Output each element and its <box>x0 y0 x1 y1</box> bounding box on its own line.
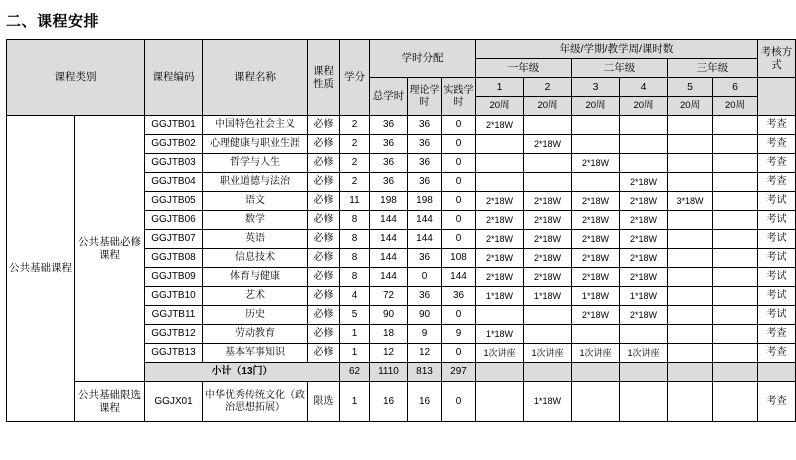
course-practice-hours: 36 <box>442 287 476 306</box>
course-credit: 5 <box>340 306 370 325</box>
course-nature: 必修 <box>308 287 340 306</box>
header-assessment-top: 考核方式 <box>758 40 796 78</box>
course-term-6 <box>713 154 758 173</box>
header-term-5: 5 <box>668 78 713 97</box>
subtotal-term-6 <box>713 363 758 382</box>
course-nature: 必修 <box>308 211 340 230</box>
course-theory-hours: 144 <box>408 211 442 230</box>
course-term-3 <box>572 173 620 192</box>
course-code: GGJTB09 <box>145 268 203 287</box>
course-term-1: 2*18W <box>476 211 524 230</box>
course-total-hours: 36 <box>370 154 408 173</box>
course-total-hours: 36 <box>370 116 408 135</box>
course-theory-hours: 90 <box>408 306 442 325</box>
header-weeks-1: 20周 <box>476 97 524 116</box>
course-name: 中国特色社会主义 <box>203 116 308 135</box>
course-total-hours: 72 <box>370 287 408 306</box>
course-practice-hours: 108 <box>442 249 476 268</box>
course-theory-hours: 9 <box>408 325 442 344</box>
course-credit: 2 <box>340 173 370 192</box>
course-term-4: 2*18W <box>620 268 668 287</box>
course-term-2 <box>524 116 572 135</box>
header-name: 课程名称 <box>203 40 308 116</box>
page-title: 二、课程安排 <box>6 13 100 30</box>
header-theory-hours: 理论学时 <box>408 78 442 116</box>
category-main-cell: 公共基础课程 <box>7 116 75 422</box>
course-theory-hours: 16 <box>408 382 442 422</box>
course-term-2: 2*18W <box>524 211 572 230</box>
course-term-4: 2*18W <box>620 211 668 230</box>
course-total-hours: 198 <box>370 192 408 211</box>
course-name: 语文 <box>203 192 308 211</box>
course-nature: 限选 <box>308 382 340 422</box>
header-code: 课程编码 <box>145 40 203 116</box>
course-credit: 8 <box>340 211 370 230</box>
course-term-3: 2*18W <box>572 306 620 325</box>
header-weeks-2: 20周 <box>524 97 572 116</box>
course-term-5 <box>668 306 713 325</box>
course-name: 基本军事知识 <box>203 344 308 363</box>
course-term-1: 2*18W <box>476 249 524 268</box>
course-term-6 <box>713 325 758 344</box>
course-practice-hours: 0 <box>442 116 476 135</box>
course-term-5 <box>668 344 713 363</box>
course-term-1 <box>476 173 524 192</box>
course-code: GGJTB11 <box>145 306 203 325</box>
course-term-3: 2*18W <box>572 211 620 230</box>
course-term-4 <box>620 154 668 173</box>
course-term-2 <box>524 154 572 173</box>
course-credit: 2 <box>340 154 370 173</box>
course-term-6 <box>713 287 758 306</box>
course-practice-hours: 9 <box>442 325 476 344</box>
course-term-1: 1*18W <box>476 325 524 344</box>
course-term-4 <box>620 325 668 344</box>
course-theory-hours: 36 <box>408 116 442 135</box>
course-name: 劳动教育 <box>203 325 308 344</box>
course-term-6 <box>713 116 758 135</box>
course-code: GGJTB03 <box>145 154 203 173</box>
course-term-3 <box>572 135 620 154</box>
course-assessment: 考查 <box>758 116 796 135</box>
course-code: GGJTB05 <box>145 192 203 211</box>
course-nature: 必修 <box>308 192 340 211</box>
course-term-5 <box>668 154 713 173</box>
course-term-1 <box>476 154 524 173</box>
header-weeks-5: 20周 <box>668 97 713 116</box>
course-code: GGJTB07 <box>145 230 203 249</box>
course-term-4: 2*18W <box>620 192 668 211</box>
course-credit: 1 <box>340 325 370 344</box>
header-grade-3: 三年级 <box>668 59 758 78</box>
section-name-elective: 公共基础限选课程 <box>75 382 145 422</box>
course-total-hours: 36 <box>370 173 408 192</box>
course-nature: 必修 <box>308 306 340 325</box>
course-term-6 <box>713 211 758 230</box>
course-term-5 <box>668 173 713 192</box>
header-hours-group: 学时分配 <box>370 40 476 78</box>
course-nature: 必修 <box>308 116 340 135</box>
course-name: 艺术 <box>203 287 308 306</box>
course-schedule-table <box>6 39 796 422</box>
course-total-hours: 16 <box>370 382 408 422</box>
course-assessment: 考查 <box>758 173 796 192</box>
course-term-3: 2*18W <box>572 230 620 249</box>
course-term-3: 2*18W <box>572 154 620 173</box>
course-code: GGJTB04 <box>145 173 203 192</box>
table-row <box>7 116 796 135</box>
course-name: 信息技术 <box>203 249 308 268</box>
course-code: GGJTB01 <box>145 116 203 135</box>
course-term-4: 2*18W <box>620 306 668 325</box>
course-credit: 2 <box>340 116 370 135</box>
course-practice-hours: 0 <box>442 382 476 422</box>
course-term-2: 2*18W <box>524 268 572 287</box>
course-code: GGJTB13 <box>145 344 203 363</box>
course-term-4 <box>620 382 668 422</box>
header-total-hours: 总学时 <box>370 78 408 116</box>
course-term-3 <box>572 382 620 422</box>
course-name: 数学 <box>203 211 308 230</box>
course-credit: 8 <box>340 230 370 249</box>
course-total-hours: 18 <box>370 325 408 344</box>
subtotal-theory-hours: 813 <box>408 363 442 382</box>
course-practice-hours: 0 <box>442 306 476 325</box>
course-term-4: 1次讲座 <box>620 344 668 363</box>
course-term-1: 1次讲座 <box>476 344 524 363</box>
course-term-1: 2*18W <box>476 268 524 287</box>
course-term-6 <box>713 306 758 325</box>
header-term-1: 1 <box>476 78 524 97</box>
header-assessment-bottom <box>758 78 796 116</box>
course-credit: 11 <box>340 192 370 211</box>
course-term-1: 2*18W <box>476 230 524 249</box>
subtotal-credit: 62 <box>340 363 370 382</box>
course-term-5 <box>668 230 713 249</box>
course-assessment: 考试 <box>758 287 796 306</box>
course-term-4 <box>620 135 668 154</box>
course-term-1 <box>476 382 524 422</box>
course-term-5 <box>668 325 713 344</box>
subtotal-total-hours: 1110 <box>370 363 408 382</box>
course-term-5: 3*18W <box>668 192 713 211</box>
header-grade-1: 一年级 <box>476 59 572 78</box>
course-practice-hours: 144 <box>442 268 476 287</box>
course-code: GGJTB10 <box>145 287 203 306</box>
course-term-6 <box>713 173 758 192</box>
course-term-3: 2*18W <box>572 268 620 287</box>
course-credit: 4 <box>340 287 370 306</box>
course-term-4: 2*18W <box>620 249 668 268</box>
course-term-1 <box>476 306 524 325</box>
course-assessment: 考查 <box>758 382 796 422</box>
course-practice-hours: 0 <box>442 192 476 211</box>
course-code: GGJTB08 <box>145 249 203 268</box>
course-term-5 <box>668 135 713 154</box>
table-row <box>7 382 796 422</box>
course-practice-hours: 0 <box>442 344 476 363</box>
course-term-4: 1*18W <box>620 287 668 306</box>
course-term-4: 2*18W <box>620 230 668 249</box>
course-nature: 必修 <box>308 249 340 268</box>
course-total-hours: 144 <box>370 230 408 249</box>
course-practice-hours: 0 <box>442 173 476 192</box>
course-term-6 <box>713 382 758 422</box>
header-grade-2: 二年级 <box>572 59 668 78</box>
course-term-5 <box>668 287 713 306</box>
course-term-3: 1*18W <box>572 287 620 306</box>
course-nature: 必修 <box>308 154 340 173</box>
course-theory-hours: 36 <box>408 135 442 154</box>
course-code: GGJTB06 <box>145 211 203 230</box>
subtotal-term-3 <box>572 363 620 382</box>
course-code: GGJX01 <box>145 382 203 422</box>
course-assessment: 考查 <box>758 344 796 363</box>
subtotal-assessment <box>758 363 796 382</box>
course-nature: 必修 <box>308 325 340 344</box>
course-name: 哲学与人生 <box>203 154 308 173</box>
course-term-6 <box>713 249 758 268</box>
header-weeks-4: 20周 <box>620 97 668 116</box>
table-body <box>7 116 796 422</box>
course-term-3: 2*18W <box>572 249 620 268</box>
course-term-2 <box>524 306 572 325</box>
course-theory-hours: 0 <box>408 268 442 287</box>
header-weeks-3: 20周 <box>572 97 620 116</box>
subtotal-term-4 <box>620 363 668 382</box>
header-term-6: 6 <box>713 78 758 97</box>
course-term-4 <box>620 116 668 135</box>
course-credit: 8 <box>340 268 370 287</box>
course-term-6 <box>713 230 758 249</box>
course-theory-hours: 36 <box>408 154 442 173</box>
course-assessment: 考试 <box>758 211 796 230</box>
course-term-2: 2*18W <box>524 249 572 268</box>
course-term-3: 2*18W <box>572 192 620 211</box>
course-total-hours: 90 <box>370 306 408 325</box>
subtotal-term-5 <box>668 363 713 382</box>
course-term-4: 2*18W <box>620 173 668 192</box>
course-term-2: 1次讲座 <box>524 344 572 363</box>
course-term-1: 2*18W <box>476 192 524 211</box>
course-term-5 <box>668 268 713 287</box>
course-term-2: 1*18W <box>524 382 572 422</box>
course-term-5 <box>668 211 713 230</box>
course-assessment: 考试 <box>758 192 796 211</box>
course-practice-hours: 0 <box>442 230 476 249</box>
course-theory-hours: 36 <box>408 173 442 192</box>
course-term-1 <box>476 135 524 154</box>
subtotal-practice-hours: 297 <box>442 363 476 382</box>
course-term-2: 2*18W <box>524 230 572 249</box>
course-code: GGJTB12 <box>145 325 203 344</box>
course-term-1: 2*18W <box>476 116 524 135</box>
course-name: 体育与健康 <box>203 268 308 287</box>
header-term-3: 3 <box>572 78 620 97</box>
course-nature: 必修 <box>308 268 340 287</box>
course-theory-hours: 12 <box>408 344 442 363</box>
header-distribution-group: 年级/学期/教学周/课时数 <box>476 40 758 59</box>
course-term-2 <box>524 325 572 344</box>
course-total-hours: 144 <box>370 268 408 287</box>
course-term-5 <box>668 249 713 268</box>
course-assessment: 考查 <box>758 154 796 173</box>
course-practice-hours: 0 <box>442 211 476 230</box>
course-practice-hours: 0 <box>442 154 476 173</box>
course-total-hours: 12 <box>370 344 408 363</box>
course-total-hours: 144 <box>370 249 408 268</box>
course-name: 英语 <box>203 230 308 249</box>
course-theory-hours: 198 <box>408 192 442 211</box>
course-name: 历史 <box>203 306 308 325</box>
header-nature: 课程性质 <box>308 40 340 116</box>
course-total-hours: 144 <box>370 211 408 230</box>
header-category: 课程类别 <box>7 40 145 116</box>
header-practice-hours: 实践学时 <box>442 78 476 116</box>
course-nature: 必修 <box>308 230 340 249</box>
course-nature: 必修 <box>308 135 340 154</box>
course-assessment: 考试 <box>758 268 796 287</box>
course-practice-hours: 0 <box>442 135 476 154</box>
course-assessment: 考试 <box>758 230 796 249</box>
course-name: 心理健康与职业生涯 <box>203 135 308 154</box>
header-credit: 学分 <box>340 40 370 116</box>
course-term-6 <box>713 344 758 363</box>
course-credit: 2 <box>340 135 370 154</box>
table-header-row-1 <box>7 40 796 59</box>
course-term-2: 2*18W <box>524 135 572 154</box>
header-term-4: 4 <box>620 78 668 97</box>
course-term-3: 1次讲座 <box>572 344 620 363</box>
course-assessment: 考查 <box>758 325 796 344</box>
course-theory-hours: 144 <box>408 230 442 249</box>
course-credit: 1 <box>340 382 370 422</box>
course-term-3 <box>572 325 620 344</box>
course-name: 职业道德与法治 <box>203 173 308 192</box>
course-term-5 <box>668 116 713 135</box>
course-term-6 <box>713 135 758 154</box>
header-weeks-6: 20周 <box>713 97 758 116</box>
course-assessment: 考查 <box>758 135 796 154</box>
subtotal-term-1 <box>476 363 524 382</box>
course-nature: 必修 <box>308 344 340 363</box>
course-theory-hours: 36 <box>408 249 442 268</box>
course-term-3 <box>572 116 620 135</box>
course-theory-hours: 36 <box>408 287 442 306</box>
course-total-hours: 36 <box>370 135 408 154</box>
course-term-6 <box>713 268 758 287</box>
subtotal-label: 小计（13门） <box>145 363 340 382</box>
course-credit: 1 <box>340 344 370 363</box>
course-term-6 <box>713 192 758 211</box>
course-assessment: 考试 <box>758 306 796 325</box>
course-assessment: 考试 <box>758 249 796 268</box>
course-credit: 8 <box>340 249 370 268</box>
course-nature: 必修 <box>308 173 340 192</box>
course-term-2: 1*18W <box>524 287 572 306</box>
course-term-1: 1*18W <box>476 287 524 306</box>
course-term-2: 2*18W <box>524 192 572 211</box>
course-term-2 <box>524 173 572 192</box>
course-term-5 <box>668 382 713 422</box>
course-name: 中华优秀传统文化（政治思想拓展） <box>203 382 308 422</box>
subtotal-term-2 <box>524 363 572 382</box>
header-term-2: 2 <box>524 78 572 97</box>
course-code: GGJTB02 <box>145 135 203 154</box>
section-name-required: 公共基础必修课程 <box>75 116 145 382</box>
